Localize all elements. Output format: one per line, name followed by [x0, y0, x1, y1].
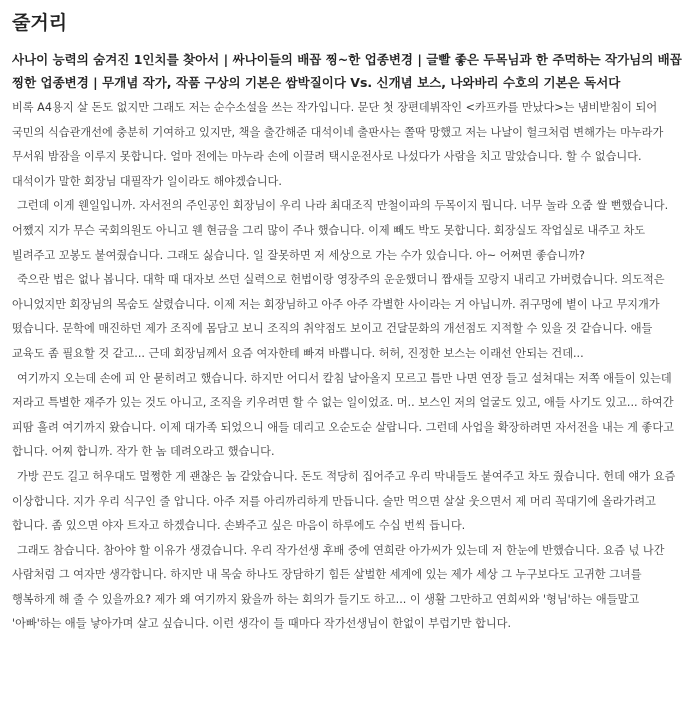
paragraph: 비록 A4용지 살 돈도 없지만 그래도 저는 순수소설을 쓰는 작가입니다. 문단 첫 장편데뷔작인 <카프카를 만났다>는 냄비받침이 되어 국민의 식습관개선에 충분히 기여하고 있지만, 책을 출간해준 대석이네 출판사는 쫄딱 망했고 저는 나날이 헐크처럼 변해가는 마누라가 무서워 밤잠을 이루지 못합니다. 얼마 전에는 마누라 손에 이끌려 택시운전사로 나섰다가 사람을 치고 말았습니다. 할 수 없습니다. 대석이가 말한 회장님 대필작가 일이라도 해야겠습니다. — [12, 101, 664, 188]
section-title: 줄거리 — [12, 12, 68, 34]
paragraph: 여기까지 오는데 손에 피 안 묻히려고 했습니다. 하지만 어디서 칼침 날아올지 모르고 틈만 나면 연장 들고 설쳐대는 저쪽 애들이 있는데 저라고 특별한 재주가 있는 것도 아니고, 조직을 키우려면 할 수 없는 일이었죠. 머.. 보스인 저의 얼굴도 있고, 애들 사기도 있고... 하여간 피땀 흘려 여기까지 왔습니다. 이제 대가족 되었으니 애들 데리고 오순도순 살랍니다. 그런데 사업을 확장하려면 자서전을 내는 게 좋다고 합니다. 어찌 합니까. 작가 한 놈 데려오라고 했습니다. — [12, 371, 674, 459]
paragraph: 그래도 참습니다. 참아야 할 이유가 생겼습니다. 우리 작가선생 후배 중에 연희란 아가씨가 있는데 저 한눈에 반했습니다. 요즘 넋 나간 사람처럼 그 여자만 생각합니다. 하지만 내 목숨 하나도 장담하기 힘든 살벌한 세계에 있는 제가 세상 그 누구보다도 고귀한 그녀를 행복하게 해 줄 수 있을까요? 제가 왜 여기까지 왔을까 하는 회의가 들기도 하고... 이 생활 그만하고 연희씨와 '형님'하는 애들말고 '아빠'하는 애들 낳아가며 살고 싶습니다. 이런 생각이 들 때마다 작가선생님이 한없이 부럽기만 합니다. — [12, 543, 665, 631]
synopsis-body — [12, 96, 684, 637]
paragraph: 죽으란 법은 없나 봅니다. 대학 때 대자보 쓰던 실력으로 헌법이랑 영장주의 운운했더니 짭새들 꼬랑지 내리고 가버렸습니다. 의도적은 아니었지만 회장님의 목숨도 살렸습니다. 이제 저는 회장님하고 아주 아주 각별한 사이라는 거 아닙니까. 쥐구멍에 볕이 나고 무지개가 떴습니다. 문학에 매진하던 제가 조직에 몸담고 보니 조직의 취약점도 보이고 건달문화의 개선점도 지적할 수 있을 것 같습니다. 애들 교육도 좀 필요할 것 같고... 근데 회장님께서 요즘 여자한테 빠져 바쁩니다. 허허, 진정한 보스는 이래선 안되는 건데... — [12, 273, 665, 360]
synopsis-subtitle: 사나이 능력의 숨겨진 1인치를 찾아서 | 싸나이들의 배꼽 찡~한 업종변경 | 글빨 좋은 두목님과 한 주먹하는 작가님의 배꼽 찡한 업종변경 | 무개념 작가, 작품 구상의 기본은 쌈박질이다 Vs. 신개념 보스, 나와바리 수호의 기본은 독서다 — [12, 52, 682, 90]
paragraph: 그런데 이게 웬일입니까. 자서전의 주인공인 회장님이 우리 나라 최대조직 만철이파의 두목이지 뭡니다. 너무 놀라 오줌 쌀 뻔했습니다. 어쨌지 지가 무슨 국회의원도 아니고 웬 현금을 그리 많이 주나 했습니다. 이제 빼도 박도 못합니다. 회장실도 작업실로 내주고 차도 빌려주고 꼬봉도 붙여줬습니다. 그래도 싫습니다. 일 잘못하면 저 세상으로 가는 수가 있습니다. 아~ 어쩌면 좋습니까? — [12, 199, 669, 262]
paragraph: 가방 끈도 길고 허우대도 멀쩡한 게 괜찮은 놈 같았습니다. 돈도 적당히 집어주고 우리 막내들도 붙여주고 차도 줬습니다. 헌데 얘가 요즘 이상합니다. 지가 우리 식구인 줄 압니다. 아주 저를 아리까리하게 만듭니다. 술만 먹으면 살살 웃으면서 제 머리 꼭대기에 올라가려고 합니다. 좀 있으면 야자 트자고 하겠습니다. 손봐주고 싶은 마음이 하루에도 수십 번씩 듭니다. — [12, 469, 676, 533]
